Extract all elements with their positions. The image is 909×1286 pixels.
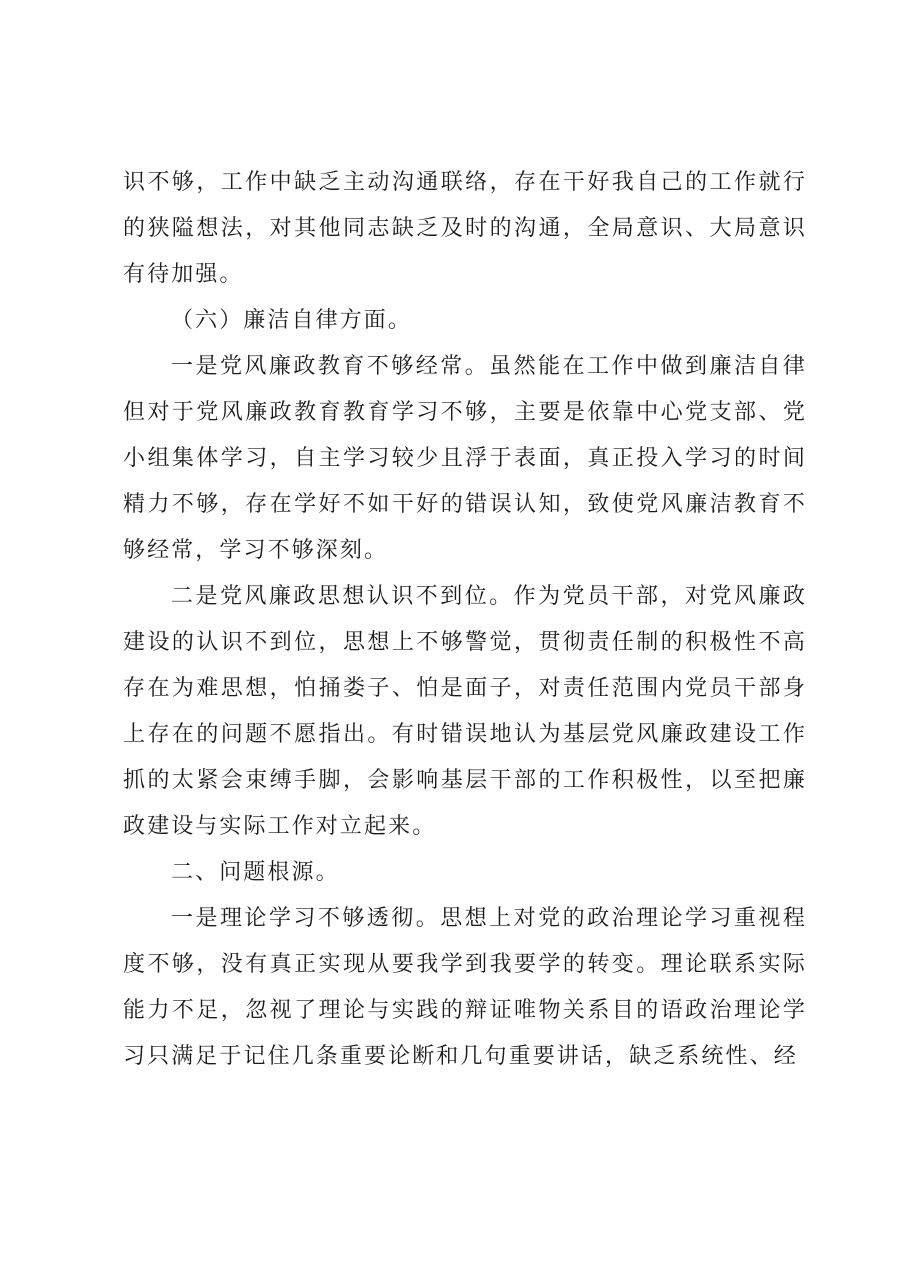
paragraph-integrity-education: 一是党风廉政教育不够经常。虽然能在工作中做到廉洁自律但对于党风廉政教育教育学习不够，主要是依靠中心党支部、党小组集体学习，自主学习较少且浮于表面，真正投入学习的时间精力不够，存在学好不如干好的错误认知，致使党风廉洁教育不够经常，学习不够深刻。 bbox=[123, 354, 807, 563]
section-heading-integrity: （六）廉洁自律方面。 bbox=[171, 308, 413, 333]
paragraph-continuation: 识不够，工作中缺乏主动沟通联络，存在干好我自己的工作就行的狭隘想法，对其他同志缺乏及时的沟通，全局意识、大局意识有待加强。 bbox=[123, 170, 807, 287]
paragraph-theory-study: 一是理论学习不够透彻。思想上对党的政治理论学习重视程度不够，没有真正实现从要我学到我要学的转变。理论联系实际能力不足，忽视了理论与实践的辩证唯物关系目的语政治理论学习只满足于记住几条重要论断和几句重要讲话，缺乏系统性、经 bbox=[123, 906, 807, 1069]
document-body bbox=[123, 160, 807, 1080]
paragraph-integrity-awareness: 二是党风廉政思想认识不到位。作为党员干部，对党风廉政建设的认识不到位，思想上不够警觉，贯彻责任制的积极性不高存在为难思想，怕捅娄子、怕是面子，对责任范围内党员干部身上存在的问题不愿指出。有时错误地认为基层党风廉政建设工作抓的太紧会束缚手脚，会影响基层干部的工作积极性，以至把廉政建设与实际工作对立起来。 bbox=[123, 584, 807, 839]
section-heading-root-causes: 二、问题根源。 bbox=[171, 860, 340, 885]
